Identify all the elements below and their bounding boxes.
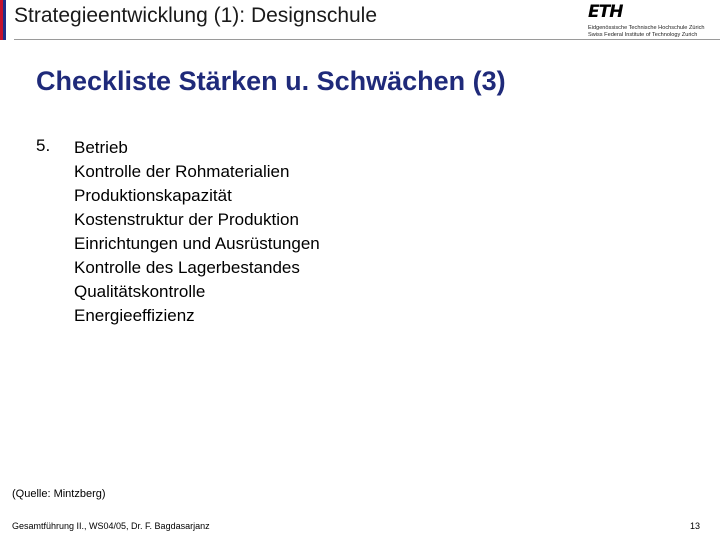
list-number: 5. xyxy=(36,136,51,155)
checklist xyxy=(74,136,320,328)
page-number: 13 xyxy=(689,521,700,531)
header-divider xyxy=(14,39,720,40)
eth-logo-line-german: Eidgenössische Technische Hochschule Zürich xyxy=(588,25,705,31)
slide-title: Checkliste Stärken u. Schwächen (3) xyxy=(36,66,506,96)
eth-logo-line-english: Swiss Federal Institute of Technology Zurich xyxy=(588,32,698,38)
header-title: Strategieentwicklung (1): Designschule xyxy=(14,4,378,27)
source-note: (Quelle: Mintzberg) xyxy=(12,488,106,500)
checklist-item: Kontrolle der Rohmaterialien xyxy=(74,162,290,181)
checklist-item: Produktionskapazität xyxy=(74,186,232,205)
checklist-item: Einrichtungen und Ausrüstungen xyxy=(74,234,320,253)
accent-bar-blue xyxy=(3,0,6,40)
footer-text: Gesamtführung II., WS04/05, Dr. F. Bagdasarjanz xyxy=(12,521,210,531)
checklist-item: Kostenstruktur der Produktion xyxy=(74,210,299,229)
checklist-item: Qualitätskontrolle xyxy=(74,282,206,301)
eth-logo xyxy=(588,4,714,38)
eth-logo-mark: ETH xyxy=(588,2,623,22)
checklist-item: Kontrolle des Lagerbestandes xyxy=(74,258,300,277)
checklist-item: Betrieb xyxy=(74,138,128,157)
checklist-item: Energieeffizienz xyxy=(74,306,195,325)
header-accent-bar xyxy=(0,0,6,40)
